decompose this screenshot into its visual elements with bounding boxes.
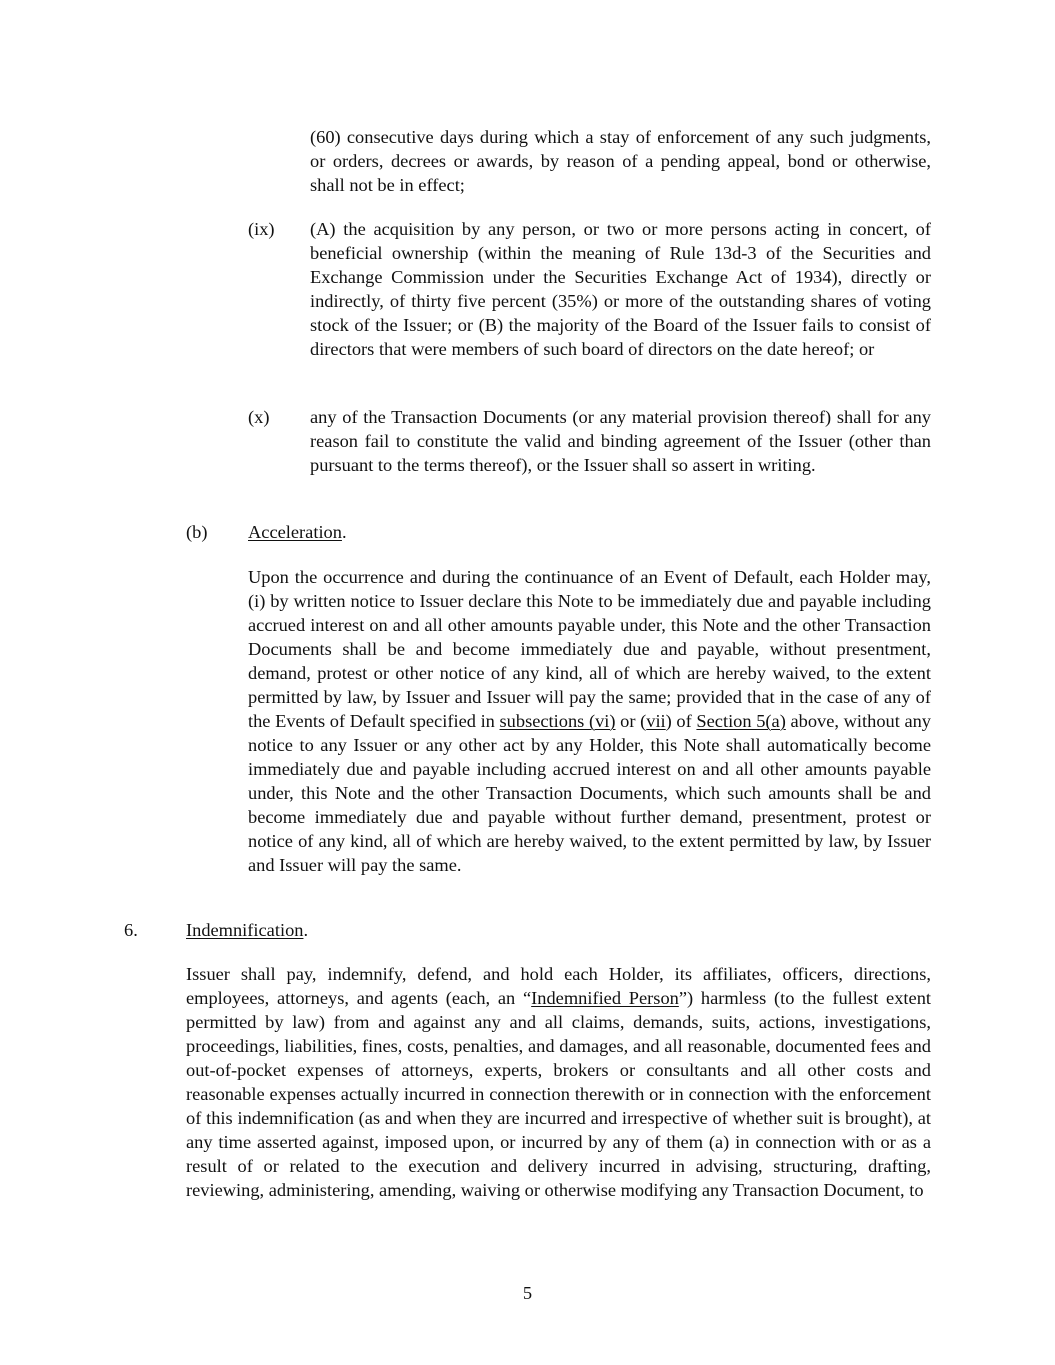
acceleration-text-part-1: Upon the occurrence and during the continuance of an Event of Default, each Holder may, (i) by written notice to Issuer declare this Note to be immediately due and payable including accrued interest on and all other amounts payable under, this Note and the other Transaction Documents shall be and become immediately due and payable, without presentment, demand, protest or other notice of any kind, all of which are hereby waived, to the extent permitted by law, by Issuer and Issuer will pay the same; provided that in the case of any of the Events of Default specified in xyxy=(248,567,931,731)
section-b-label: (b) xyxy=(186,522,208,542)
acceleration-text-part-3: ) of xyxy=(665,711,697,731)
continuation-paragraph: (60) consecutive days during which a stay of enforcement of any such judgments, or orders, decrees or awards, by reason of a pending appeal, bond or otherwise, shall not be in effect; xyxy=(310,127,931,195)
indemnification-heading-period: . xyxy=(303,920,309,940)
item-x-paragraph: any of the Transaction Documents (or any material provision thereof) shall for any reason fail to constitute the valid and binding agreement of the Issuer (other than pursuant to the terms thereof), or the Issuer shall so assert in writing. xyxy=(310,407,931,475)
section-6-heading xyxy=(186,918,931,942)
indemnification-heading: Indemnification xyxy=(186,920,304,940)
indemnification-paragraph xyxy=(186,962,931,1202)
subsection-vii-reference-link[interactable]: vii xyxy=(646,711,666,731)
section-6-label: 6. xyxy=(124,920,138,940)
page-number: 5 xyxy=(522,1283,533,1303)
item-ix-label: (ix) xyxy=(248,219,275,239)
indemnification-text-part-2: ”) harmless (to the fullest extent permitted by law) from and against any and all claims, demands, suits, actions, investigations, proceedings, liabilities, fines, costs, penalties, and damages, and all reasonable, documented fees and out-of-pocket expenses of attorneys, experts, brokers or consultants and all other costs and reasonable expenses actually incurred in connection therewith or in connection with the enforcement of this indemnification (as and when they are incurred and irrespective of whether suit is brought), at any time asserted against, imposed upon, or incurred by any of them (a) in connection with or as a result of or related to the execution and delivery incurred in advising, structuring, drafting, reviewing, administering, amending, waiving or otherwise modifying any Transaction Document, to xyxy=(186,988,931,1200)
subsections-reference-link[interactable]: subsections (vi) xyxy=(499,711,616,731)
item-ix-paragraph: (A) the acquisition by any person, or two or more persons acting in concert, of beneficial ownership (within the meaning of Rule 13d-3 of the Securities and Exchange Commission under the Securities Exchange Act of 1934), directly or indirectly, of thirty five percent (35%) or more of the outstanding shares of voting stock of the Issuer; or (B) the majority of the Board of the Issuer fails to consist of directors that were members of such board of directors on the date hereof; or xyxy=(310,219,931,359)
acceleration-text-part-2: or ( xyxy=(615,711,647,731)
acceleration-heading: Acceleration xyxy=(248,522,342,542)
section-b-heading xyxy=(248,520,931,544)
indemnification-text-part-1: Issuer shall pay, indemnify, defend, and hold each Holder, its affiliates, officers, directions, employees, attorneys, and agents (each, an “ xyxy=(186,964,931,1008)
acceleration-paragraph xyxy=(248,565,931,877)
indemnified-person-term: Indemnified Person xyxy=(531,988,679,1008)
section-5a-reference-link[interactable]: Section 5(a) xyxy=(696,711,786,731)
item-x-label: (x) xyxy=(248,407,270,427)
acceleration-heading-period: . xyxy=(341,522,347,542)
acceleration-text-part-4: above, without any notice to any Issuer or any other act by any Holder, this Note shall automatically become immediately due and payable including accrued interest on and all other amounts payable under, this Note and the other Transaction Documents, which such amounts shall be and become immediately due and payable without further demand, presentment, protest or notice of any kind, all of which are hereby waived, to the extent permitted by law, by Issuer and Issuer will pay the same. xyxy=(248,711,932,875)
